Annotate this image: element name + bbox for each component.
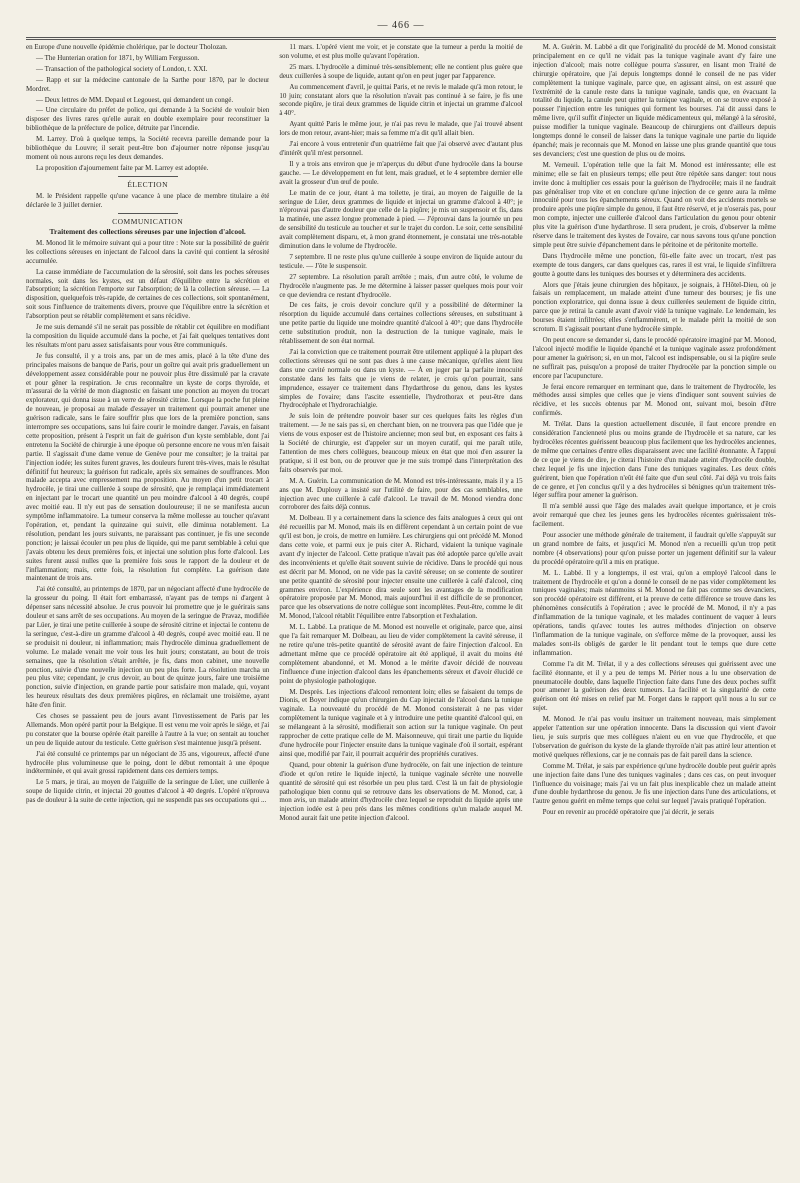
paragraph: Je ferai encore remarquer en terminant que, dans le traitement de l'hydrocèle, les méthodes aussi simples que celles que je viens d'indiquer sont souvent suivies de récidive, et les succès obtenus par M. Monod ont, suivant moi, besoin d'être confirmés.: [532, 382, 776, 418]
section-heading-communication: COMMUNICATION: [112, 216, 184, 226]
paragraph: M. Larrey. D'où à quelque temps, la Société recevra pareille demande pour la bibliothèque du Louvre; il serait peut-être bon d'ajourner notre réponse jusqu'au moment où nous aurons reçu les deux demandes.: [26, 135, 270, 161]
column-1: [26, 43, 269, 1183]
paragraph: M. A. Guérin. La communication de M. Monod est très-intéressante, mais il y a 15 ans que M. Duplouy a insisté sur l'utilité de faire, pour des cas semblables, une injection avec une cuillerée à café d'alcool. Le travail de M. Monod viendra donc corroborer des faits déjà connus.: [279, 476, 523, 512]
paragraph: La proposition d'ajournement faite par M. Larrey est adoptée.: [36, 163, 209, 172]
paragraph: Le matin de ce jour, étant à ma toilette, je tirai, au moyen de l'aiguille de la seringue de Lüer, deux grammes de liquide et injectai un gramme d'alcool à 40°; je n'éprouvai pas d'autre douleur que celle de la piqûre; je mis un suspensoir et fis, dans la matinée, une assez longue promenade à pied. — J'éprouvai dans la journée un peu de sensibilité du testicule au toucher et sur le trajet du cordon. Le soir, cette sensibilité avait complètement disparu, et, à mon grand étonnement, je constatai une très-notable diminution dans le volume de l'hydrocèle.: [279, 188, 523, 251]
paragraph: La cause immédiate de l'accumulation de la sérosité, soit dans les poches séreuses normales, soit dans les kystes, est un défaut d'équilibre entre la sécrétion et l'absorption; la sécrétion l'emporte sur l'absorption; de là la collection séreuse. — La disposition, quelquefois très-rapide, de certaines de ces collections, soit spontanément, soit sous l'influence de traitements divers, prouve que l'équilibre entre la sécrétion et l'absorption peut se rétablir complètement et sans récidive.: [26, 267, 270, 321]
column-2: [279, 43, 522, 1183]
paragraph: Quand, pour obtenir la guérison d'une hydrocèle, on fait une injection de teinture d'iode et qu'on retire le liquide injecté, la tunique vaginale sécrète une nouvelle quantité de sérosité qui est résorbée un peu plus tard. C'est là un fait de physiologie pathologique bien connu qui se retrouve dans les observations de M. Monod, car, à mon avis, un malade atteint d'hydrocèle chez lequel se reproduit du liquide après une injection iodée est à peu près dans les mêmes conditions qu'un malade auquel M. Monod aurait fait une petite injection d'alcool.: [279, 760, 523, 823]
paragraph: M. Monod. Je n'ai pas voulu insituer un traitement nouveau, mais simplement appeler l'attention sur une opération innocente. Dans la discussion qui vient d'avoir lieu, je suis surpris que mes collègues n'aient eu en vue que l'hydrocèle, et que l'observation de guérison du kyste de la glande thyroïde n'ait pas attiré leur attention et motivé quelques réflexions, car je ne connais pas de fait pareil dans la science.: [532, 715, 776, 759]
paragraph: — Transaction of the pathological society of London, t. XXI.: [36, 64, 208, 73]
paragraph: Ayant quitté Paris le même jour, je n'ai pas revu le malade, que j'ai trouvé absent lors de mon retour, avant-hier; mais sa femme m'a dit qu'il allait bien.: [279, 120, 523, 138]
communication-title: Traitement des collections séreuses par une injection d'alcool.: [49, 227, 246, 237]
paragraph: — The Hunterian oration for 1871, by William Fergusson.: [36, 53, 200, 62]
paragraph: J'ai été consulté, au printemps de 1870, par un négociant affecté d'une hydrocèle de la grosseur du poing. Il était fort embarrassé, n'ayant pas de temps ni d'argent à dépenser sans nécessité absolue. Je crus pouvoir lui promettre que je le guérirais sans douleur et sans arrêt de ses occupations. Au moyen de la seringue de Pravaz, modifiée par Lüer, je tirai une petite cuillerée à soupe de sérosité citrine et injectai le contenu de la seringue, c'est-à-dire un gramme d'alcool à 40 degrés, coupé avec moitié eau. Il ne se produisit ni douleur, ni inflammation; mais l'hydrocèle diminua graduellement de volume. Le malade venait me voir tous les huit jours; constatant, au bout de trois semaines, que la résolution s'était arrêtée, je fis, dans mon cabinet, une nouvelle ponction, suivie d'une nouvelle injection un peu plus forte. La résolution marcha un peu plus vite; cependant, je crus devoir, au bout de quinze jours, faire une troisième ponction, suivie d'injection, en grande partie pour satisfaire mon malade, qui, voyant les heureux résultats des deux premières piqûres, en réclamait une troisième, ayant hâte d'en finir.: [26, 585, 270, 710]
paragraph: M. A. Guérin. M. Labbé a dit que l'originalité du procédé de M. Monod consistait principalement en ce qu'il ne vidait pas la tunique vaginale avant d'y faire une injection d'alcool; mais notre collègue pourra s'assurer, en lisant mon Traité de chirurgie opératoire, que j'ai depuis longtemps donné le conseil de ne pas vider complètement la tunique vaginale, parce que, en agissant ainsi, on est assuré que l'extrémité de la canule reste dans la tunique vaginale, tandis que, en évacuant la totalité du liquide, la canule peut quitter la tunique vaginale, et on se trouve exposé à pousser l'injection entre les tuniques qui forment les bourses. J'ai dit aussi dans le même livre, qu'il suffit d'injecter un liquide médicamenteux qui, mélangé à la sérosité, puisse modifier la tunique vaginale. Beaucoup de chirurgiens ont d'ailleurs depuis longtemps donné le conseil de laisser dans la tunique vaginale une partie du liquide épanché; mais je reconnais que M. Monod en laisse une plus grande quantité que tous ses devanciers; c'est une question de plus ou de moins.: [532, 43, 776, 158]
paragraph: 7 septembre. Il ne reste plus qu'une cuillerée à soupe environ de liquide autour du testicule. — J'ôte le suspensoir.: [279, 252, 523, 270]
paragraph: M. Trélat. Dans la question actuellement discutée, il faut encore prendre en considération l'ancienneté plus ou moins grande de l'hydrocèle et sa nature, car les hydrocèles récentes guérissent beaucoup plus facilement que les hydrocèles anciennes, de même que certaines d'entre elles disparaissent avec une facilité étonnante. À l'appui de ce que je viens de dire, je citerai l'histoire d'un malade atteint d'hydrocèle double, chez lequel je fis une injection dans l'une des tuniques vaginales. Les deux côtés guérirent, bien que l'opération n'eût été faite que d'un seul côté. J'ai déjà vu trois faits de ce genre, et j'en conclus qu'il y a des hydrocèles si bénignes qu'un traitement très-léger suffira pour amener la guérison.: [532, 420, 776, 500]
paragraph: Il y a trois ans environ que je m'aperçus du début d'une hydrocèle dans la bourse gauche. — Le développement en fut lent, mais graduel, et le 4 septembre dernier elle avait la grosseur d'un œuf de poule.: [279, 159, 523, 186]
paragraph: M. L. Labbé. La pratique de M. Monod est nouvelle et originale, parce que, ainsi que l'a fait remarquer M. Dolbeau, au lieu de vider complètement la cavité séreuse, il ne retire qu'une très-petite quantité de sérosité avant de faire l'injection d'alcool. En admettant même que ce procédé opératoire ait été appliqué, il avait du moins été complètement abandonné, et M. Monod a le mérite d'avoir décidé de nouveau l'influence d'une injection d'alcool dans les épanchements séreux et d'avoir élucidé ce point de physiologie pathologique.: [279, 623, 523, 685]
paragraph: Il m'a semblé aussi que l'âge des malades avait quelque importance, et je crois avoir remarqué que chez les jeunes gens les hydrocèles récentes guérissaient très-facilement.: [532, 502, 776, 529]
page-number: — 466 —: [377, 20, 425, 31]
paragraph: — Une circulaire du préfet de police, qui demande à la Société de vouloir bien disposer des livres rares qu'elle aurait en double exemplaire pour reconstituer la bibliothèque de la préfecture de police, détruite par l'incendie.: [26, 106, 270, 133]
paragraph: M. Dolbeau. Il y a certainement dans la science des faits analogues à ceux qui ont été recueillis par M. Monod, mais ils en diffèrent cependant à un certain point de vue qu'il est bon, je crois, de mettre en lumière. Les chirurgiens qui ont précédé M. Monod dans cette voie, et parmi eux je puis citer A. Richard, vidaient la tunique vaginale avant d'y injecter de l'alcool. Cette pratique n'avait pas été adoptée parce qu'elle avait des inconvénients et qu'elle était souvent suivie de récidive. Dans le procédé qui nous est décrit par M. Monod, on ne vide pas la cavité séreuse; on se contente de soutirer une petite quantité de sérosité pour injecter ensuite une cuillerée à café d'alcool, cinq grammes environ. L'expérience dira seule sont les avantages de la modification opératoire proposée par M. Monod, mais aujourd'hui il est difficile de se prononcer, parce que les observations de notre collègue sont incomplètes. Peut-être, comme le dit M. Monod, l'alcool rétablit l'équilibre entre l'absorption et l'exhalation.: [279, 514, 523, 621]
paragraph: J'ai encore à vous entretenir d'un quatrième fait que j'ai observé avec d'autant plus d'intérêt qu'il m'est personnel.: [279, 140, 523, 157]
paragraph: On peut encore se demander si, dans le procédé opératoire imaginé par M. Monod, l'alcool injecté modifie le liquide épanché et la tunique vaginale assez profondément pour amener la guérison; si, en un mot, l'alcool est indispensable, ou si la piqûre seule ne suffirait pas, puisqu'on a proposé de traiter l'hydrocèle par la ponction simple ou encore par l'acupuncture.: [532, 336, 776, 380]
paragraph: Alors que j'étais jeune chirurgien des hôpitaux, je soignais, à l'Hôtel-Dieu, où je faisais un remplacement, un malade atteint d'une tumeur des bourses; je fis une ponction exploratrice, qui donna issue à deux cuillerées seulement de liquide citrin, parce que je retirai la canule avant d'avoir vidé la tunique vaginale. Le lendemain, les bourses étaient infiltrées; elles s'enflammèrent, et le malade périt la moitié de son scrotum. Il s'agissait pourtant d'une hydrocèle simple.: [532, 280, 776, 334]
section-rule: [118, 176, 178, 177]
paragraph: Au commencement d'avril, je quittai Paris, et ne revis le malade qu'à mon retour, le 10 juin; constatant alors que la résolution n'avait pas continué à se faire, je fis une seconde piqûre, je tirai deux grammes de liquide citrin et injectai un gramme d'alcool à 40°.: [279, 82, 523, 118]
paragraph: en Europe d'une nouvelle épidémie cholérique, par le docteur Tholozan.: [26, 43, 228, 51]
column-3: [533, 43, 776, 1183]
paragraph: J'ai été consulté ce printemps par un négociant de 35 ans, vigoureux, affecté d'une hydrocèle plus volumineuse que le poing, dont le début remontait à une époque indéterminée, et qui avait grossi rapidement dans ces derniers temps.: [26, 749, 270, 776]
paragraph: 25 mars. L'hydrocèle a diminué très-sensiblement; elle ne contient plus guère que deux cuillerées à soupe de liquide, autant qu'on en peut juger par l'apparence.: [279, 62, 523, 80]
paragraph: — Rapp et sur la médecine cantonale de la Sarthe pour 1870, par le docteur Mordret.: [26, 75, 270, 93]
paragraph: M. Desprès. Les injections d'alcool remontent loin; elles se faisaient du temps de Dionis, et Boyer indique qu'un chirurgien du Cap injectait de l'alcool dans la tunique vaginale. La nouveauté du procédé de M. Monod consisterait à ne pas vider complètement la tunique vaginale et à y introduire une petite quantité d'alcool qui, en se mélangeant à la sérosité, modifierait son action sur la tunique vaginale. On peut rapprocher de cette pratique celle de M. Maisonneuve, qui tirait une partie du liquide d'une hydrocèle pour l'injecter ensuite dans la tunique vaginale d'où il sortait, espérant ainsi que, modifié par l'air, il pourrait acquérir des propriétés curatives.: [279, 687, 523, 758]
paragraph: J'ai la conviction que ce traitement pourrait être utilement appliqué à la plupart des collections séreuses qui ne sont pas dues à une cause mécanique, qu'elles aient lieu dans une cavité normale ou dans un kyste. — À en juger par la parfaite innocuité constatée dans les faits que je viens de relater, je crois qu'on pourrait, sans imprudence, essayer ce traitement dans l'hydarthrose du genou, dans les kystes simples de l'ovaire; dans l'ascite essentielle, l'hydrothorax et peut-être dans l'hydrocéphale et l'hydrorachialgie.: [279, 348, 523, 410]
paragraph: Je me suis demandé s'il ne serait pas possible de rétablir cet équilibre en modifiant la composition du liquide accumulé dans la poche, et j'ai fait quelques tentatives dont les résultats m'ont paru assez satisfaisants pour vous être communiqués.: [26, 323, 270, 349]
header-rule: [26, 37, 776, 40]
paragraph: — Deux lettres de MM. Depaul et Legouest, qui demandent un congé.: [36, 95, 234, 104]
paragraph: Dans l'hydrocèle même une ponction, fût-elle faite avec un trocart, n'est pas exempte de tous dangers, car dans quelques cas, rares il est vrai, le liquide s'infiltrera goutte à goutte dans les tuniques des bourses et y déterminera des accidents.: [532, 251, 776, 278]
paragraph: Pour en revenir au procédé opératoire que j'ai décrit, je serais: [542, 808, 714, 817]
paragraph: Comme l'a dit M. Trélat, il y a des collections séreuses qui guérissent avec une facilité étonnante, et il y a peu de temps M. Périer nous a lu une observation de pneumatocèle double, dans laquelle l'injection faite dans l'une des deux poches suffit pour amener la guérison des deux tumeurs. La facilité et la singularité de cette guérison ont été mises en relief par M. Forget dans le rapport qu'il nous a lu sur ce sujet.: [532, 659, 776, 713]
paragraph: De ces faits, je crois devoir conclure qu'il y a possibilité de déterminer la résorption du liquide accumulé dans certaines collections séreuses, en substituant à une petite partie du liquide une moindre quantité d'alcool à 40°; que dans l'hydrocèle cette substitution produit, non la destruction de la tunique vaginale, mais le rétablissement de son état normal.: [279, 301, 523, 346]
paragraph: Je fus consulté, il y a trois ans, par un de mes amis, placé à la tête d'une des principales maisons de banque de Paris, pour un goître qui avait pris graduellement un développement assez considérable pour ne pouvoir plus être dissimulé par la cravate et pour gêner la respiration. Je crus reconnaître un kyste de corps thyroïde, et m'assurai de la vérité de mon diagnostic en faisant une ponction au moyen du trocart explorateur, qui donna issue à un verre de sérosité citrine. Lorsque la poche fut pleine de nouveau, je proposai au malade d'essayer un traitement qui pourrait amener une guérison radicale, sans le faire souffrir plus que lors de la première ponction, sans interrompre ses occupations, sans lui faire courir le moindre danger. J'avais, en faisant cette proposition, présent à l'esprit un fait de guérison d'un kyste semblable, dont j'ai entretenu la Société de chirurgie à une époque où personne encore ne vous m'en faisait partie. Il s'agissait d'une dame venue de Genève pour me consulter; je la traitai par l'injection iodée; les suites furent graves, les douleurs furent très-vives, mais le résultat définitif fut heureux; la guérison fut radicale, après six semaines de souffrances. Mon malade accepta avec empressement ma proposition. Au moyen d'un petit trocart à hydrocèle, je tirai une cuillerée à soupe de sérosité, que je remplaçai immédiatement en injectant par le trocart une quantité un peu moindre d'alcool à 40 degrés, coupé avec moitié eau. Il n'y eut pas de sensation douloureuse; il ne se manifesta aucun symptôme inflammatoire. La tumeur conserva la même mollesse au toucher qu'avant l'opération, et, pendant la quinzaine qui suivit, elle diminua notablement. La résolution, pendant les jours suivants, ne paraissant pas continuer, je fis une seconde ponction; je laissai écouler un peu plus de liquide, qui me parut semblable à celui que j'avais obtenu les deux premières fois, et injectai une solution plus forte d'alcool. Les suites furent aussi nulles que la première fois sous le rapport de la douleur et de l'inflammation; mais, cette fois, la résolution fut complète. La guérison date maintenant de trois ans.: [26, 351, 270, 583]
text-columns: [26, 43, 776, 1183]
paragraph: M. Monod lit le mémoire suivant qui a pour titre : Note sur la possibilité de guérir les collections séreuses en injectant de l'alcool dans la cavité qui contient la sérosité accumulée.: [26, 238, 270, 265]
paragraph: 27 septembre. La résolution paraît arrêtée ; mais, d'un autre côté, le volume de l'hydrocèle n'augmente pas. Je me détermine à laisser passer quelques mois pour voir ce que deviendra ce restant d'hydrocèle.: [279, 272, 523, 299]
paragraph: M. le Président rappelle qu'une vacance à une place de membre titulaire a été déclarée le 3 juillet dernier.: [26, 191, 270, 209]
paragraph: Comme M. Trélat, je sais par expérience qu'une hydrocèle double peut guérir après une injection faite dans l'une des tuniques vaginales ; dans ces cas, on peut invoquer l'influence du voisinage; mais j'ai vu un fait plus inexplicable chez un malade atteint d'une double hydarthrose du genou. Je fis une injection dans l'une des articulations, et l'autre genou guérit en même temps que celui sur lequel j'avais pratiqué l'opération.: [532, 761, 776, 806]
paragraph: Je suis loin de prétendre pouvoir baser sur ces quelques faits les règles d'un traitement. — Je ne sais pas si, en cherchant bien, on ne trouvera pas que l'idée que je viens de vous exposer est de l'histoire ancienne; mon seul but, en exposant ces faits à la Société de chirurgie, est d'appeler sur un moyen curatif, qui me paraît utile, l'attention de mes chers collègues, beaucoup mieux en état que moi d'en assurer la pratique, si il est bon, ou de prouver que je me suis trompé dans l'interprétation des faits observés par moi.: [279, 412, 523, 474]
paragraph: 11 mars. L'opéré vient me voir, et je constate que la tumeur a perdu la moitié de son volume, et est plus molle qu'avant l'opération.: [279, 43, 523, 60]
section-rule: [118, 213, 178, 214]
paragraph: M. L. Labbé. Il y a longtemps, il est vrai, qu'on a employé l'alcool dans le traitement de l'hydrocèle et qu'on a donné le conseil de ne pas vider complètement les tuniques vaginales; mais néanmoins si M. Monod ne fait pas comme ses devanciers, son procédé opératoire est différent, et la preuve de cette différence se trouve dans les phénomènes consécutifs à l'opération ; avec le procédé de M. Monod, il n'y a pas d'inflammation de la tunique vaginale, et les malades continuent de vaquer à leurs opérations, tandis qu'avec toutes les autres méthodes d'injection on observe l'inflammation de la tunique vaginale, on s'efforce même de la provoquer, aussi les malades sont-ils obligés de garder le lit pendant tout le temps que dure cette inflammation.: [532, 568, 776, 657]
paragraph: M. Verneuil. L'opération telle que la fait M. Monod est intéressante; elle est minime; elle se fait en plusieurs temps; elle peut être répétée sans danger: tout nous invite donc à multiplier ces essais pour la guérison de l'hydrocèle; mais il ne faudrait pas généraliser trop vite et en conclure qu'une injection de ce genre aura la même innocuité pour tous les épanchements séreux. Quand on voit des accidents mortels se produire après une piqûre simple du genou, il faut être réservé, et je n'oserais pas, pour mon compte, injecter une cuillerée d'alcool dans l'articulation du genou pour obtenir plus vite la guérison d'une hydarthrose. Il sera prudent, je crois, d'observer la même réserve dans le traitement des kystes de l'ovaire, car nous savons tous qu'une ponction simple peut être suivie d'épanchement dans le péritoine et de péritonite mortelle.: [532, 160, 776, 249]
paragraph: Ces choses se passaient peu de jours avant l'investissement de Paris par les Allemands. Mon opéré partit pour la Belgique. Il est venu me voir après le siége, et j'ai pu constater que la bourse opérée était pareille à l'autre à la vue; on sentait au toucher un peu de liquide autour du testicule. Cette guérison s'est maintenue jusqu'à présent.: [26, 712, 270, 747]
paragraph: Pour associer une méthode générale de traitement, il faudrait qu'elle s'appuyât sur un grand nombre de faits, et jusqu'ici M. Monod n'en a recueilli qu'un trop petit nombre (4 observations) pour qu'on puisse porter un jugement définitif sur la valeur du procédé opératoire qu'il a mis en pratique.: [532, 531, 776, 566]
paragraph: Le 5 mars, je tirai, au moyen de l'aiguille de la seringue de Lüer, une cuillerée à soupe de liquide citrin, et injectai 20 gouttes d'alcool à 40 degrés. L'opéré n'éprouva pas de douleur à la suite de cette injection, qui ne suspendit pas ses occupations qui ...: [26, 778, 270, 805]
section-heading-election: ÉLECTION: [127, 179, 168, 189]
